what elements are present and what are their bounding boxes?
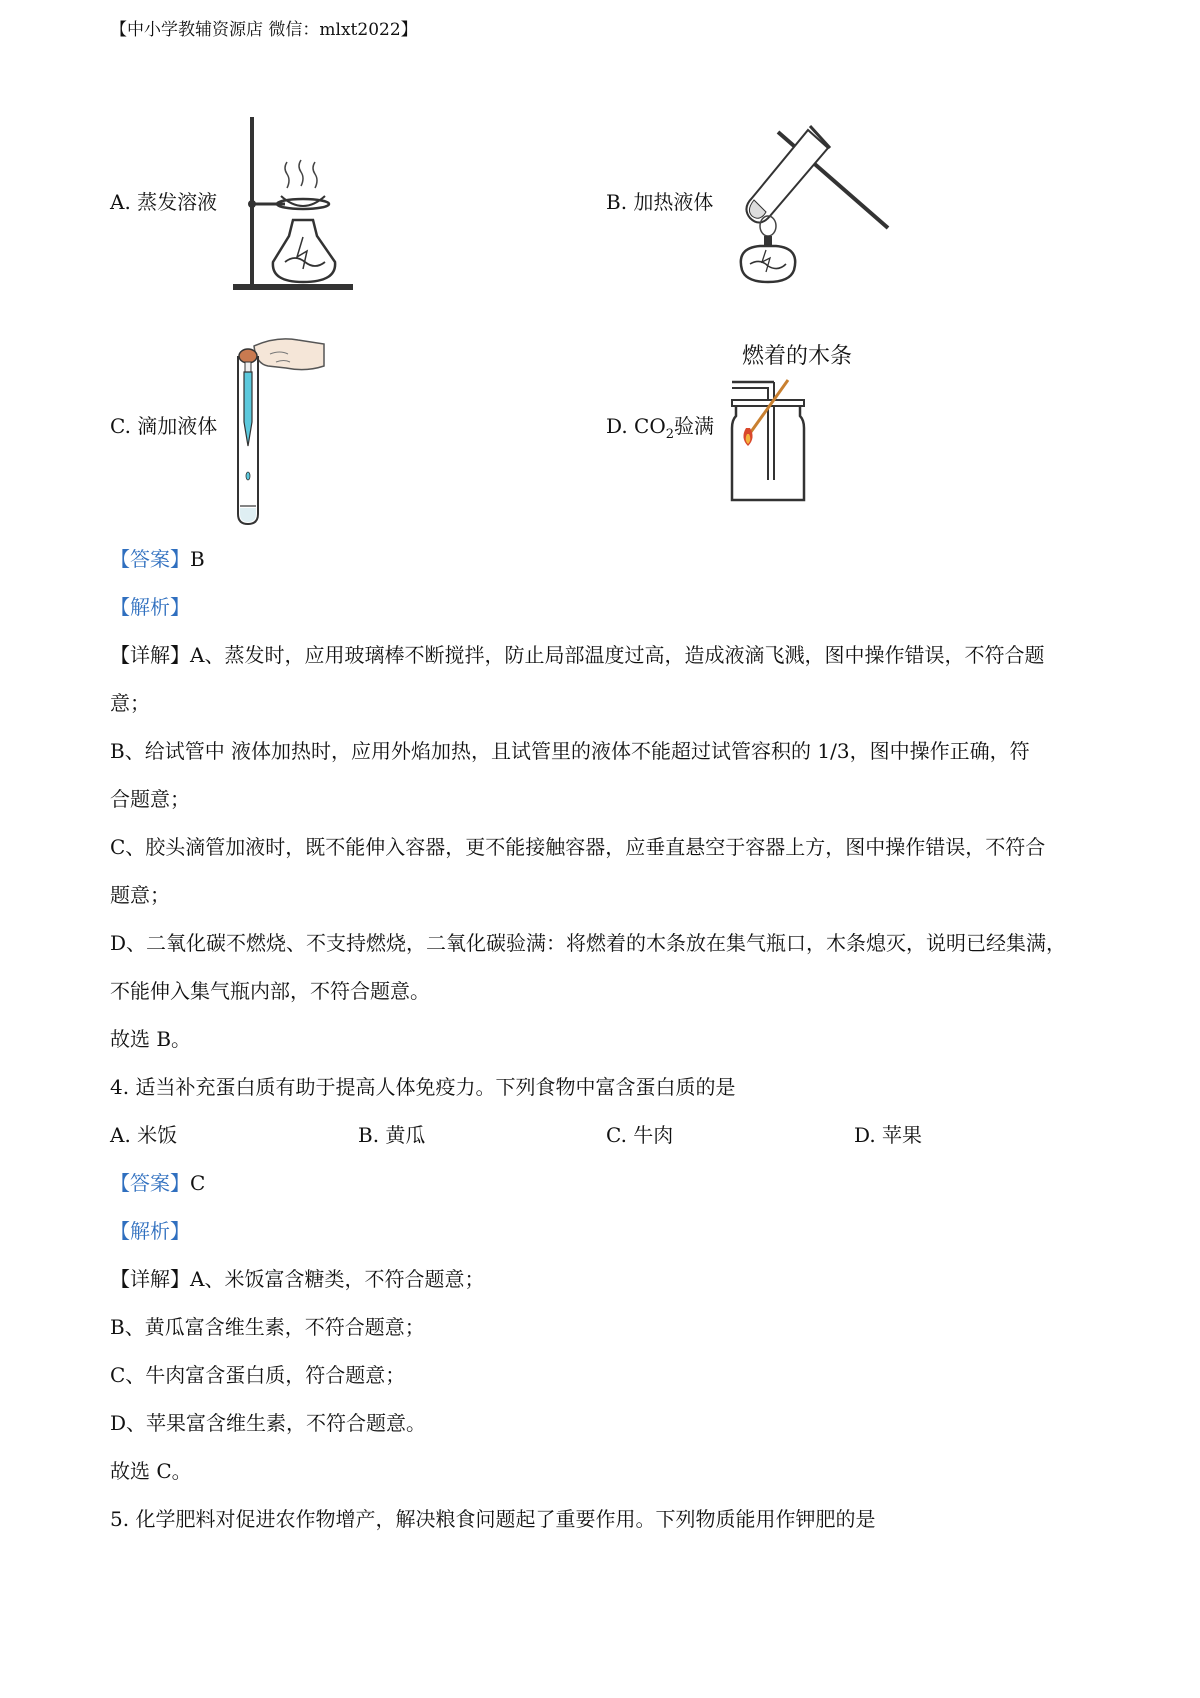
option-d-prefix: D. CO [606, 414, 666, 438]
option-c-label: C. 滴加液体 [110, 414, 218, 438]
analysis-tag: 【解析】 [110, 595, 190, 619]
q3-detail-line-6: 题意； [110, 883, 170, 907]
option-d-subscript: 2 [665, 427, 675, 442]
answer-value: C [190, 1171, 206, 1195]
q3-detail-line-9: 故选 B。 [110, 1027, 192, 1051]
q3-detail-line-2: 意； [110, 691, 150, 715]
q3-detail-line-7: D、二氧化碳不燃烧、不支持燃烧，二氧化碳验满：将燃着的木条放在集气瓶口，木条熄灭，说明已经集满， [110, 931, 1067, 955]
q4-stem: 4. 适当补充蛋白质有助于提高人体免疫力。下列食物中富含蛋白质的是 [110, 1075, 736, 1099]
q3-detail-line-1: 【详解】A、蒸发时，应用玻璃棒不断搅拌，防止局部温度过高，造成液滴飞溅，图中操作错误，不符合题 [110, 643, 1045, 667]
q3-detail-line-3: B、给试管中 液体加热时，应用外焰加热，且试管里的液体不能超过试管容积的 1/3，图中操作正确，符 [110, 739, 1030, 763]
option-b-label: B. 加热液体 [606, 190, 714, 214]
q3-detail-line-4: 合题意； [110, 787, 190, 811]
q5-stem: 5. 化学肥料对促进农作物增产，解决粮食问题起了重要作用。下列物质能用作钾肥的是 [110, 1507, 876, 1531]
q3-answer-line [110, 547, 205, 571]
q4-detail-line-1: 【详解】A、米饭富含糖类，不符合题意； [110, 1267, 485, 1291]
option-d-suffix: 验满 [674, 414, 715, 438]
q4-detail-line-5: 故选 C。 [110, 1459, 192, 1483]
q4-option-a: A. 米饭 [110, 1123, 178, 1147]
burning-stick-caption: 燃着的木条 [742, 344, 853, 369]
q3-detail-line-5: C、胶头滴管加液时，既不能伸入容器，更不能接触容器，应垂直悬空于容器上方，图中操作错误，不符合 [110, 835, 1046, 859]
q4-detail-line-3: C、牛肉富含蛋白质，符合题意； [110, 1363, 406, 1387]
q3-detail-line-8: 不能伸入集气瓶内部，不符合题意。 [110, 979, 430, 1003]
q4-option-d: D. 苹果 [854, 1123, 923, 1147]
heating-liquid-figure [720, 118, 890, 288]
q4-option-b: B. 黄瓜 [358, 1123, 426, 1147]
q4-detail-line-4: D、苹果富含维生素，不符合题意。 [110, 1411, 427, 1435]
q4-option-c: C. 牛肉 [606, 1123, 674, 1147]
option-d-label [606, 414, 714, 447]
option-a-label: A. 蒸发溶液 [110, 190, 218, 214]
gas-collection-bottle-figure [728, 376, 810, 506]
analysis-tag: 【解析】 [110, 1219, 190, 1243]
answer-tag: 【答案】 [110, 1171, 190, 1195]
page-header: 【中小学教辅资源店 微信：mlxt2022】 [110, 20, 418, 40]
answer-value: B [190, 547, 205, 571]
q4-detail-line-2: B、黄瓜富含维生素，不符合题意； [110, 1315, 425, 1339]
evaporation-apparatus-figure [225, 112, 355, 292]
dropper-test-tube-figure [226, 336, 326, 526]
answer-tag: 【答案】 [110, 547, 190, 571]
q4-answer-line [110, 1171, 205, 1195]
